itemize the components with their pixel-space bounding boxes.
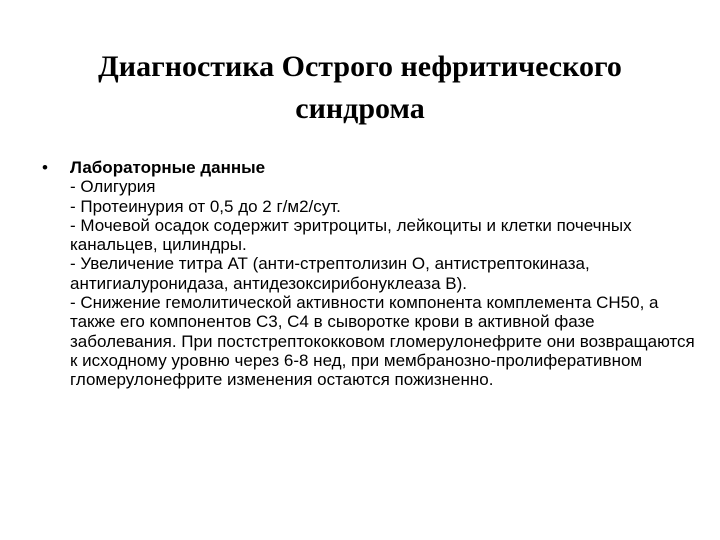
lab-item-antibody-titer: - Увеличение титра АТ (анти-стрептолизин О, антистрептокиназа, антигиалуронидаза, антидезоксирибонуклеаза В). bbox=[70, 254, 590, 293]
lab-item-oliguria: - Олигурия bbox=[70, 177, 156, 197]
slide-title: Диагностика Острого нефритического синдрома bbox=[98, 50, 622, 125]
slide-content bbox=[40, 158, 700, 390]
lab-item-urine-sediment: - Мочевой осадок содержит эритроциты, лейкоциты и клетки почечных канальцев, цилиндры. bbox=[70, 215, 632, 255]
bullet-heading: Лабораторные данные bbox=[70, 158, 266, 177]
bullet-item bbox=[40, 158, 700, 390]
lab-item-complement: - Снижение гемолитической активности компонента комплемента СН50, а также его компонентов С3, С4 в сыворотке крови в активной фазе заболевания. При постстрептококковом гломерулонефрите они возвращаются к исходному уровню через 6-8 нед, при мембранозно-пролиферативном гломерулонефрите изменения остаются пожизненно. bbox=[70, 293, 695, 390]
bullet-marker: • bbox=[42, 158, 48, 177]
lab-item-proteinuria: - Протеинурия от 0,5 до 2 г/м2/сут. bbox=[70, 196, 341, 216]
